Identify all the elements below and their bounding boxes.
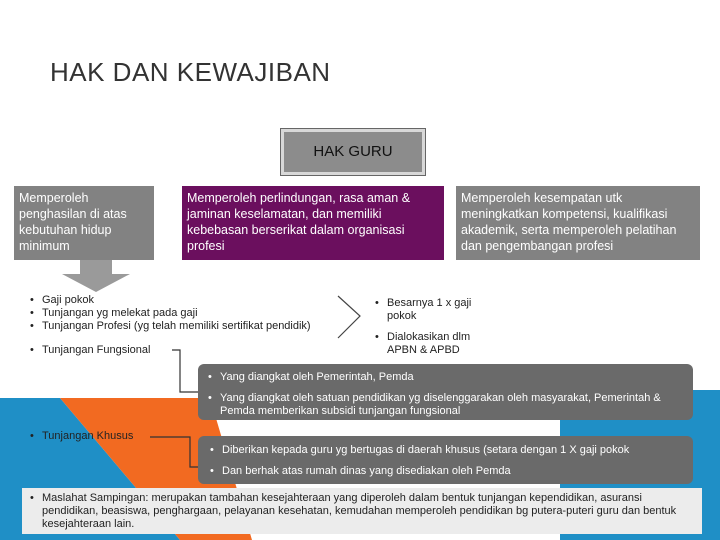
box-perlindungan: Memperoleh perlindungan, rasa aman & jaminan keselamatan, dan memiliki kebebasan berserikat dalam organisasi profesi — [182, 186, 444, 260]
list-item: • Tunjangan Fungsional — [30, 344, 180, 357]
khusus-band — [198, 436, 693, 484]
box-kompetensi: Memperoleh kesempatan utk meningkatkan kompetensi, kualifikasi akademik, serta memperoleh pelatihan dan pengembangan profesi — [456, 186, 700, 260]
list-item: • Diberikan kepada guru yg bertugas di daerah khusus (setara dengan 1 X gaji pokok — [210, 444, 681, 457]
list-item: • Maslahat Sampingan: merupakan tambahan kesejahteraan yang diperoleh dalam bentuk tunjangan kependidikan, asuransi pendidikan, beasiswa, penghargaan, pelayanan kesehatan, kemudahan memperoleh pendidikan bg putera-puteri guru dan bentuk kesejahteraan lain. — [30, 492, 694, 531]
fungsional-band — [198, 364, 693, 420]
fungsional-heading — [30, 344, 180, 357]
list-item: • Tunjangan yg melekat pada gaji — [30, 307, 340, 320]
maslahat-panel — [22, 488, 702, 534]
pay-list — [30, 294, 340, 333]
list-item: • Tunjangan Khusus — [30, 430, 180, 443]
list-item: • Yang diangkat oleh Pemerintah, Pemda — [208, 371, 683, 384]
list-item: • Dialokasikan dlm APBN & APBD — [375, 331, 500, 357]
page-title: HAK DAN KEWAJIBAN — [50, 57, 331, 87]
list-item: • Tunjangan Profesi (yg telah memiliki sertifikat pendidik) — [30, 320, 340, 333]
list-item: • Gaji pokok — [30, 294, 340, 307]
box-penghasilan: Memperoleh penghasilan di atas kebutuhan hidup minimum — [14, 186, 154, 260]
hak-guru-box — [280, 128, 426, 176]
hak-guru-label: HAK GURU — [313, 143, 393, 160]
list-item: • Yang diangkat oleh satuan pendidikan yg diselenggarakan oleh masyarakat, Pemerintah & Pemda memberikan subsidi tunjangan fungsional — [208, 392, 683, 418]
list-item: • Besarnya 1 x gaji pokok — [375, 297, 500, 323]
gaji-pokok-notes — [375, 297, 500, 357]
khusus-heading — [30, 430, 180, 443]
list-item: • Dan berhak atas rumah dinas yang disediakan oleh Pemda — [210, 465, 681, 478]
